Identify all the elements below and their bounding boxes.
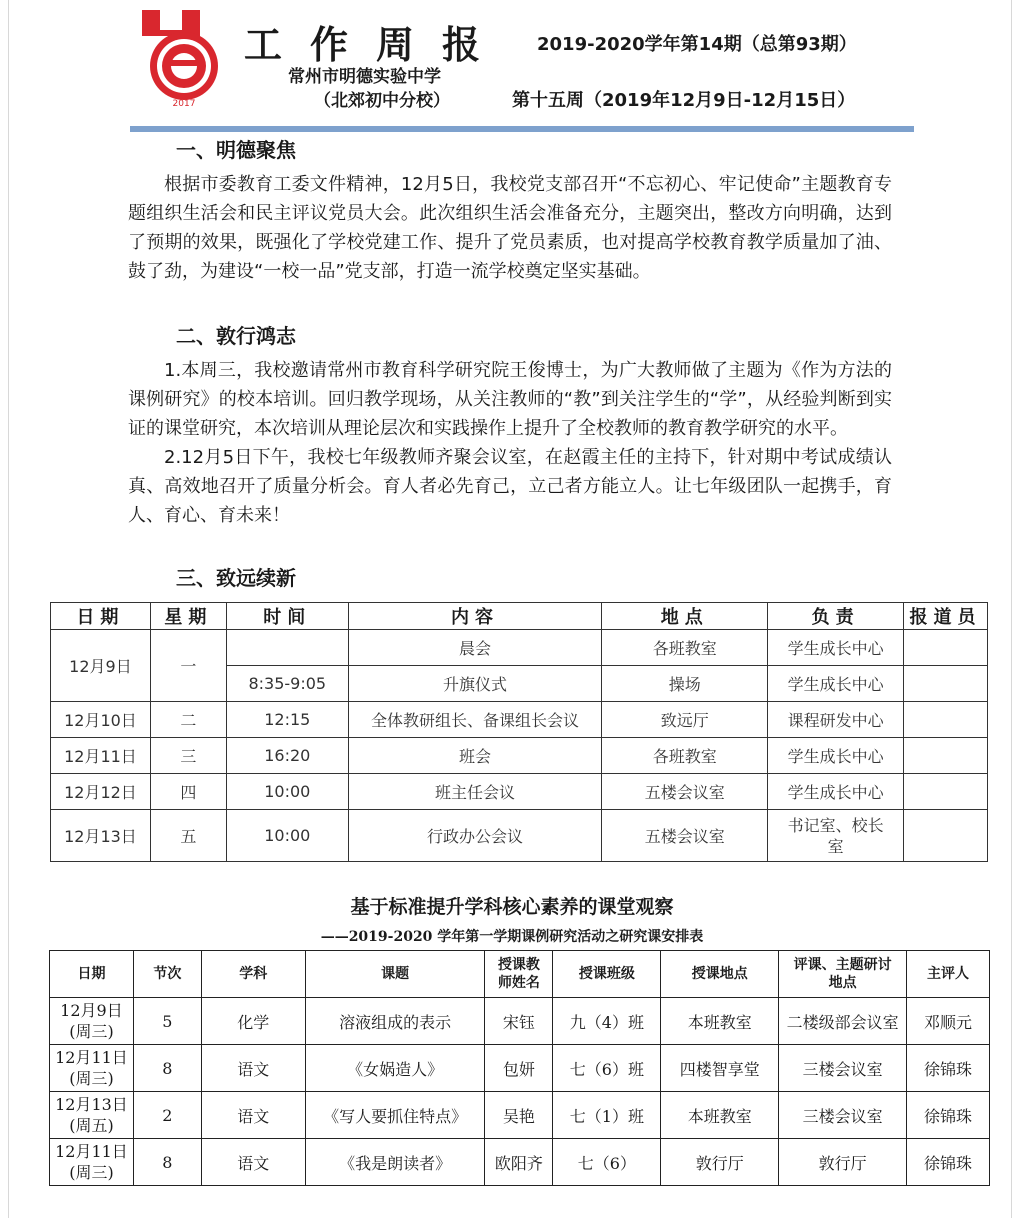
cell-date [50,1045,134,1092]
cell-owner: 学生成长中心 [768,774,904,810]
cell-date [50,1092,134,1139]
table-row [50,1139,990,1186]
cell-time: 16:20 [226,738,348,774]
cell-reporter [904,810,988,862]
cell-owner: 学生成长中心 [768,738,904,774]
cell-class: 九（4）班 [553,998,661,1045]
table-row [51,630,988,666]
cell-period: 8 [133,1045,201,1092]
header-divider [130,126,914,132]
cell-reporter [904,774,988,810]
col-review: 评课、主题研讨地点 [779,951,907,998]
cell-reporter [904,630,988,666]
cell-teacher: 宋钰 [485,998,553,1045]
cell-reporter [904,702,988,738]
cell-review: 三楼会议室 [779,1092,907,1139]
cell-subject: 化学 [201,998,305,1045]
section-1-paragraph: 根据市委教育工委文件精神，12月5日，我校党支部召开“不忘初心、牢记使命”主题教育专题组织生活会和民主评议党员大会。此次组织生活会准备充分，主题突出，整改方向明确，达到了预期的效果，既强化了学校党建工作、提升了党员素质，也对提高学校教育教学质量加了油、鼓了劲，为建设“一校一品”党支部，打造一流学校奠定坚实基础。 [128,174,892,282]
cell-location: 敦行厅 [661,1139,779,1186]
col-content: 内容 [348,603,602,630]
col-topic: 课题 [305,951,485,998]
col-weekday: 星期 [150,603,226,630]
cell-reviewer: 徐锦珠 [907,1092,990,1139]
cell-time: 12:15 [226,702,348,738]
date-text: 12月9日 [60,1001,123,1020]
cell-teacher: 包妍 [485,1045,553,1092]
cell-review: 敦行厅 [779,1139,907,1186]
cell-date [50,1139,134,1186]
table-row [50,998,990,1045]
section-2-paragraph-1: 1.本周三，我校邀请常州市教育科学研究院王俊博士，为广大教师做了主题为《作为方法的课例研究》的校本培训。回归教学现场，从关注教师的“教”到关注学生的“学”，从经验判断到实证的课堂研究，本次培训从理论层次和实践操作上提升了全校教师的教育教学研究的水平。 [128,360,892,439]
newsletter-title: 工作周报 [244,23,509,67]
cell-time: 10:00 [226,774,348,810]
cell-place: 各班教室 [602,738,768,774]
col-reporter: 报道员 [904,603,988,630]
col-class: 授课班级 [553,951,661,998]
cell-owner: 学生成长中心 [768,666,904,702]
cell-reviewer: 徐锦珠 [907,1045,990,1092]
section-2-paragraph-2: 2.12月5日下午，我校七年级教师齐聚会议室，在赵霞主任的主持下，针对期中考试成绩认真、高效地召开了质量分析会。育人者必先育己，立己者方能立人。让七年级团队一起携手，育人、育心、育未来！ [128,447,892,526]
table-row [51,702,988,738]
cell-location: 本班教室 [661,1092,779,1139]
cell-period: 2 [133,1092,201,1139]
cell-reporter [904,738,988,774]
cell-period: 5 [133,998,201,1045]
table-row [51,810,988,862]
weekday-text: (周三) [69,1163,114,1182]
cell-topic: 《写人要抓住特点》 [305,1092,485,1139]
col-teacher: 授课教师姓名 [485,951,553,998]
cell-weekday: 一 [150,630,226,702]
table-row [51,738,988,774]
section-1-heading: 一、明德聚焦 [176,138,296,162]
issue-number: 2019-2020学年第14期（总第93期） [537,34,857,55]
cell-owner: 课程研发中心 [768,702,904,738]
date-text: 12月11日 [55,1142,128,1161]
logo-year: 2017 [172,99,196,109]
cell-review: 三楼会议室 [779,1045,907,1092]
cell-date: 12月9日 [51,630,151,702]
cell-class: 七（6） [553,1139,661,1186]
cell-teacher: 吴艳 [485,1092,553,1139]
table-header-row [51,603,988,630]
date-text: 12月13日 [55,1095,128,1114]
school-logo [138,6,228,110]
cell-reviewer: 邓顺元 [907,998,990,1045]
cell-subject: 语文 [201,1045,305,1092]
table-row [50,1045,990,1092]
col-place: 地点 [602,603,768,630]
col-subject: 学科 [201,951,305,998]
cell-date: 12月12日 [51,774,151,810]
observation-title: 基于标准提升学科核心素养的课堂观察 [350,896,674,918]
cell-location: 四楼智享堂 [661,1045,779,1092]
cell-location: 本班教室 [661,998,779,1045]
col-time: 时间 [226,603,348,630]
cell-owner: 书记室、校长室 [768,810,904,862]
cell-review: 二楼级部会议室 [779,998,907,1045]
cell-weekday: 四 [150,774,226,810]
week-range: 第十五周（2019年12月9日-12月15日） [512,90,856,111]
cell-content: 班主任会议 [348,774,602,810]
weekday-text: (周五) [69,1116,114,1135]
table-row [50,1092,990,1139]
col-owner: 负责 [768,603,904,630]
cell-date: 12月13日 [51,810,151,862]
cell-content: 班会 [348,738,602,774]
cell-topic: 《女娲造人》 [305,1045,485,1092]
date-text: 12月11日 [55,1048,128,1067]
weekly-schedule-table [50,602,988,862]
table-header-row [50,951,990,998]
cell-place: 五楼会议室 [602,774,768,810]
weekday-text: (周三) [69,1069,114,1088]
cell-weekday: 二 [150,702,226,738]
cell-place: 五楼会议室 [602,810,768,862]
cell-content: 升旗仪式 [348,666,602,702]
cell-content: 行政办公会议 [348,810,602,862]
observation-subtitle: ——2019-2020 学年第一学期课例研究活动之研究课安排表 [320,929,704,945]
cell-date [50,998,134,1045]
section-1-body [128,170,892,286]
cell-reviewer: 徐锦珠 [907,1139,990,1186]
branch-name: （北郊初中分校） [314,91,450,111]
cell-class: 七（6）班 [553,1045,661,1092]
observation-table [49,950,990,1186]
cell-class: 七（1）班 [553,1092,661,1139]
school-name: 常州市明德实验中学 [288,67,441,87]
cell-place: 各班教室 [602,630,768,666]
cell-content: 晨会 [348,630,602,666]
section-2-body [128,356,892,530]
section-2-heading: 二、敦行鸿志 [176,324,296,348]
cell-date: 12月11日 [51,738,151,774]
col-date: 日期 [50,951,134,998]
cell-reporter [904,666,988,702]
col-location: 授课地点 [661,951,779,998]
cell-time: 10:00 [226,810,348,862]
cell-topic: 溶液组成的表示 [305,998,485,1045]
cell-place: 致远厅 [602,702,768,738]
cell-subject: 语文 [201,1139,305,1186]
cell-weekday: 三 [150,738,226,774]
cell-subject: 语文 [201,1092,305,1139]
cell-time: 8:35-9:05 [226,666,348,702]
col-period: 节次 [133,951,201,998]
cell-owner: 学生成长中心 [768,630,904,666]
cell-date: 12月10日 [51,702,151,738]
cell-time [226,630,348,666]
cell-content: 全体教研组长、备课组长会议 [348,702,602,738]
weekday-text: (周三) [69,1022,114,1041]
table-row [51,774,988,810]
cell-weekday: 五 [150,810,226,862]
cell-teacher: 欧阳齐 [485,1139,553,1186]
col-reviewer: 主评人 [907,951,990,998]
cell-place: 操场 [602,666,768,702]
section-3-heading: 三、致远续新 [176,566,296,590]
col-date: 日期 [51,603,151,630]
cell-topic: 《我是朗读者》 [305,1139,485,1186]
cell-period: 8 [133,1139,201,1186]
